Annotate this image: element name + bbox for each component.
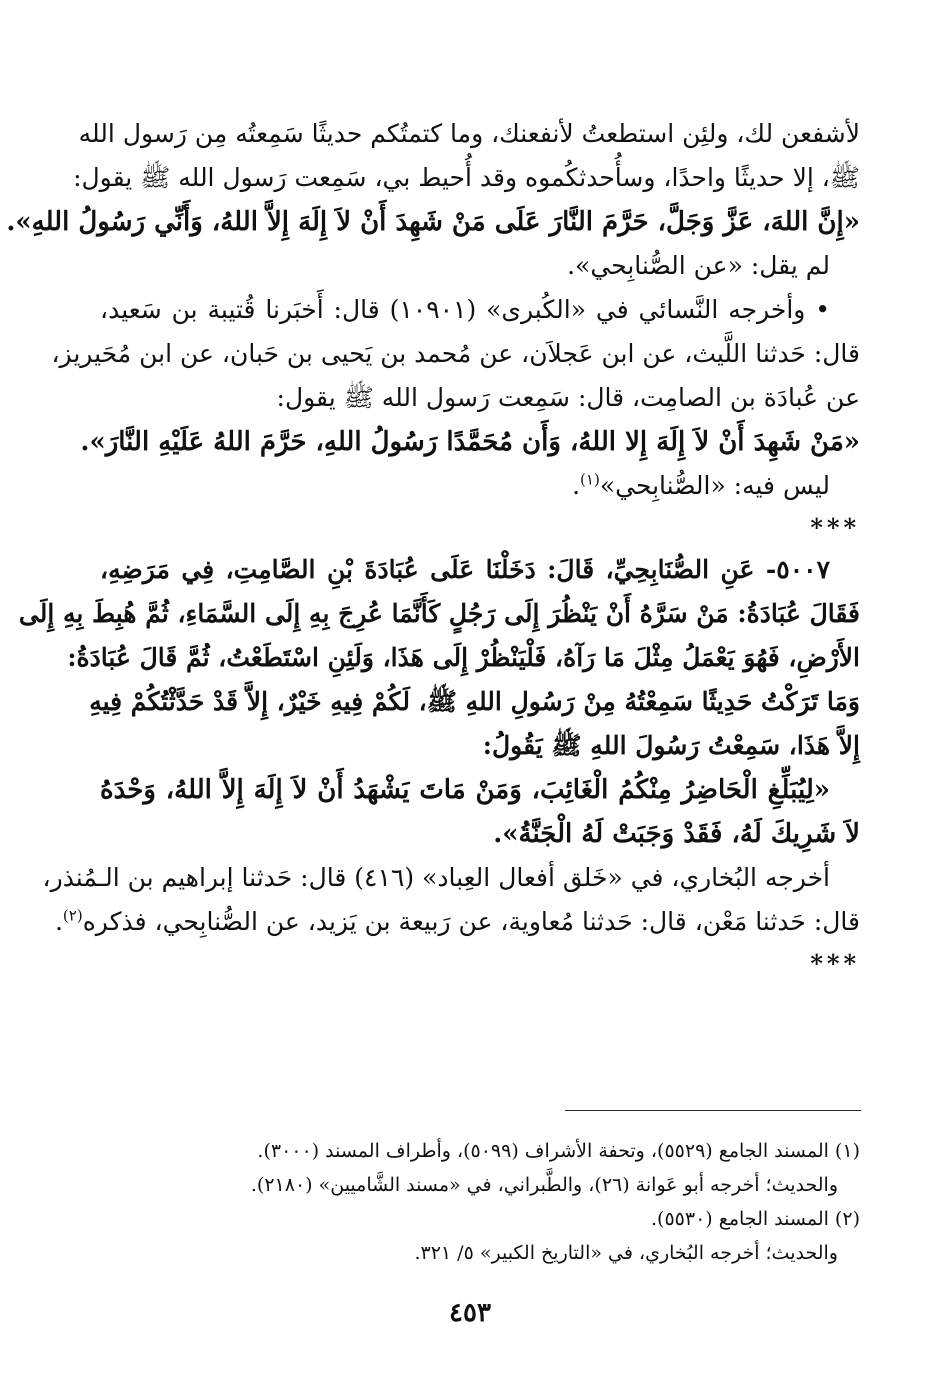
text-span: ليس فيه: «الصُّنابِحي» — [599, 471, 830, 500]
text-span: قال: حَدثنا مَعْن، قال: حَدثنا مُعاوية، عن رَبيعة بن يَزيد، عن الصُّنابِحي، فذكره — [82, 907, 860, 936]
text-line: لم يقل: «عن الصُّنابِحي». — [567, 251, 830, 280]
hadith-line: إِلاَّ هَذَا، سَمِعْتُ رَسُولَ اللهِ ﷺ يَقُولُ: — [482, 731, 860, 760]
footnote-separator — [565, 1110, 861, 1111]
hadith-heading: ٥٠٠٧- عَنِ الصُّنَابِحِيِّ، قَالَ: دَخَلْنَا عَلَى عُبَادَةَ بْنِ الصَّامِتِ، فِي مَرَضِهِ، — [100, 555, 830, 584]
text-line: قال: حَدثنا مَعْن، قال: حَدثنا مُعاوية، عن رَبيعة بن يَزيد، عن الصُّنابِحي، فذكره$^{(٢)}$. — [54, 906, 860, 936]
text-line: ليس فيه: «الصُّنابِحي»$^{(١)}$. — [572, 470, 830, 500]
hadith-quote: «لِيُبَلِّغِ الْحَاضِرُ مِنْكُمُ الْغَائِبَ، وَمَنْ مَاتَ يَشْهَدُ أَنْ لاَ إِلَهَ إِلاَّ اللهُ، وَحْدَهُ — [100, 775, 830, 805]
section-separator: *** — [810, 513, 860, 542]
hadith-line: وَمَا تَرَكْتُ حَدِيثًا سَمِعْتُهُ مِنْ رَسُولِ اللهِ ﷺ، لَكُمْ فِيهِ خَيْرٌ، إِلاَّ قَدْ حَدَّثْتُكُمْ فِيهِ — [89, 687, 860, 716]
footnotes — [100, 1134, 860, 1270]
hadith-quote: لاَ شَرِيكَ لَهُ، فَقَدْ وَجَبَتْ لَهُ الْجَنَّةُ». — [493, 819, 860, 849]
hadith-line: فَقَالَ عُبَادَةُ: مَنْ سَرَّهُ أَنْ يَنْظُرَ إِلَى رَجُلٍ كَأَنَّمَا عُرِجَ بِهِ إِلَى السَّمَاءِ، ثُمَّ هُبِطَ بِهِ إِلَى — [18, 599, 860, 628]
footnote-ref: (١) — [580, 470, 600, 489]
text-line: قال: حَدثنا اللَّيث، عن ابن عَجلاَن، عن مُحمد بن يَحيى بن حَبان، عن ابن مُحَيريز، — [51, 339, 860, 368]
hadith-line: الأَرْضِ، فَهُوَ يَعْمَلُ مِثْلَ مَا رَآهُ، فَلْيَنْظُرْ إِلَى هَذَا، وَلَئِنِ اسْتَطَعْتُ، ثُمَّ قَالَ عُبَادَةُ: — [67, 643, 860, 672]
footnote-ref: (٢) — [62, 906, 83, 925]
footnote-line: والحديث؛ أخرجه البُخاري، في «التاريخ الكبير» ٥/ ٣٢١. — [414, 1242, 838, 1264]
text-line: • وأخرجه النَّسائي في «الكُبرى» (١٠٩٠١) قال: أَخبَرنا قُتيبة بن سَعيد، — [100, 295, 830, 324]
hadith-quote: «مَنْ شَهِدَ أَنْ لاَ إِلَهَ إِلا اللهُ، وَأَن مُحَمَّدًا رَسُولُ اللهِ، حَرَّمَ اللهُ عَلَيْهِ النَّارَ». — [80, 427, 860, 457]
text-line: ﷺ، إلا حديثًا واحدًا، وسأُحدثكُموه وقد أُحيط بي، سَمِعت رَسول الله ﷺ يقول: — [73, 163, 860, 192]
text-line: عن عُبادَة بن الصامِت، قال: سَمِعت رَسول الله ﷺ يقول: — [276, 383, 860, 412]
section-separator: *** — [810, 949, 860, 978]
footnote-line: (٢) المسند الجامع (٥٥٣٠). — [651, 1208, 860, 1230]
text-line: أخرجه البُخاري، في «خَلق أفعال العِباد» (٤١٦) قال: حَدثنا إبراهيم بن الـمُنذر، — [42, 863, 830, 892]
footnote-line: (١) المسند الجامع (٥٥٢٩)، وتحفة الأشراف (٥٠٩٩)، وأطراف المسند (٣٠٠٠). — [257, 1140, 860, 1162]
text-line: لأشفعن لك، ولئِن استطعتُ لأنفعنك، وما كتمتُكم حديثًا سَمِعتُه مِن رَسول الله — [78, 119, 860, 148]
footnote-line: والحديث؛ أخرجه أبو عَوانة (٢٦)، والطَّبراني، في «مسند الشَّاميين» (٢١٨٠). — [250, 1174, 838, 1196]
page-number: ٤٥٣ — [449, 1298, 491, 1328]
hadith-quote: «إِنَّ اللهَ، عَزَّ وَجَلَّ، حَرَّمَ النَّارَ عَلَى مَنْ شَهِدَ أَنْ لاَ إِلَهَ إِلاَّ اللهُ، وَأَنِّي رَسُولُ اللهِ». — [6, 207, 860, 237]
main-text — [6, 112, 860, 984]
